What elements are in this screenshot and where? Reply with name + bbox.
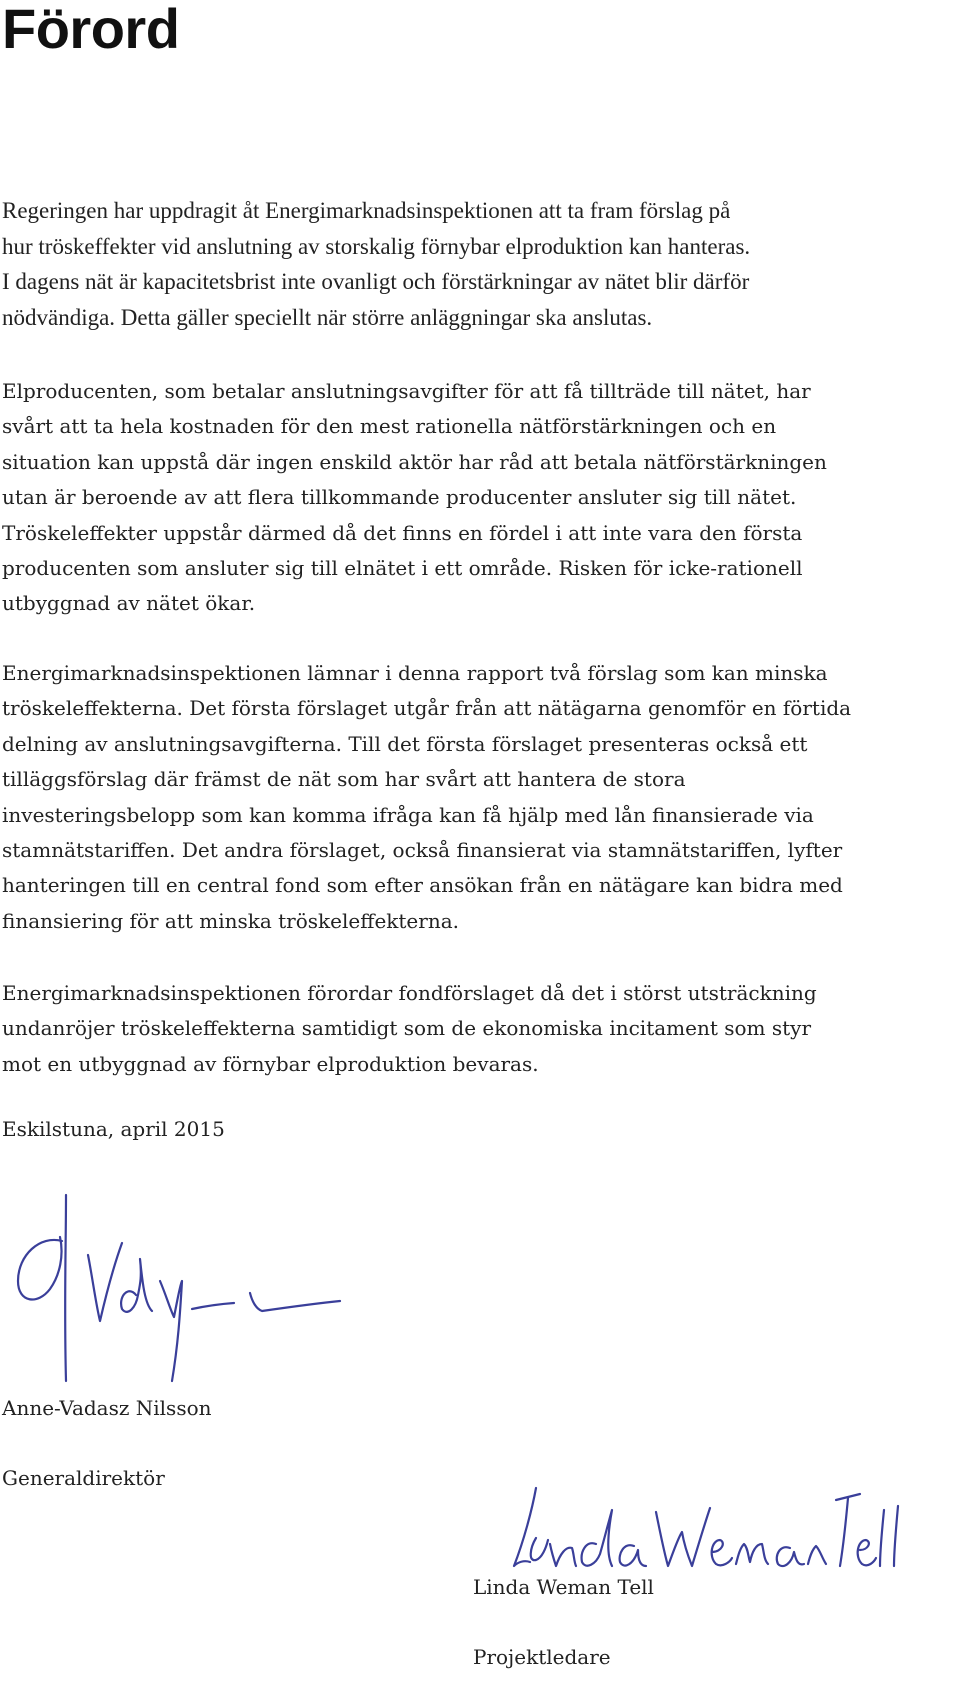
paragraph-line: undanröjer tröskeleffekterna samtidigt som de ekonomiska incitament som styr: [2, 1016, 812, 1041]
paragraph-forordar: [2, 976, 956, 1082]
signature-linda-weman-tell: [500, 1470, 910, 1580]
paragraph-line: hanteringen till en central fond som efter ansökan från en nätägare kan bidra med: [2, 873, 843, 898]
paragraph-line: producenten som ansluter sig till elnätet i ett område. Risken för icke-rationell: [2, 556, 803, 581]
paragraph-line: utbyggnad av nätet ökar.: [2, 591, 256, 616]
place-date: Eskilstuna, april 2015: [2, 1117, 225, 1141]
paragraph-forslag: [2, 656, 956, 939]
paragraph-line: Energimarknadsinspektionen förordar fondförslaget då det i störst utsträckning: [2, 981, 817, 1005]
intro-line: nödvändiga. Detta gäller speciellt när större anläggningar ska anslutas.: [2, 304, 653, 330]
signatory-name: Linda Weman Tell: [473, 1575, 654, 1599]
paragraph-line: svårt att ta hela kostnaden för den mest rationella nätförstärkningen och en: [2, 414, 777, 439]
signatory-title: Projektledare: [473, 1645, 611, 1669]
paragraph-line: stamnätstariffen. Det andra förslaget, också finansierat via stamnätstariffen, lyfter: [2, 838, 843, 863]
paragraph-line: situation kan uppstå där ingen enskild aktör har råd att betala nätförstärkningen: [2, 449, 827, 474]
intro-line: I dagens nät är kapacitetsbrist inte ovanligt och förstärkningar av nätet blir därför: [2, 269, 750, 294]
signatory-title: Generaldirektör: [2, 1466, 165, 1490]
page-title: Förord: [2, 0, 180, 60]
paragraph-line: Elproducenten, som betalar anslutningsavgifter för att få tillträde till nätet, har: [2, 379, 811, 403]
intro-line: hur tröskeffekter vid anslutning av storskalig förnybar elproduktion kan hanteras.: [2, 233, 751, 259]
paragraph-line: delning av anslutningsavgifterna. Till det första förslaget presenteras också ett: [2, 731, 808, 756]
paragraph-line: Energimarknadsinspektionen lämnar i denna rapport två förslag som kan minska: [2, 661, 828, 685]
paragraph-line: Tröskeleffekter uppstår därmed då det finns en fördel i att inte vara den första: [2, 520, 803, 545]
intro-paragraph: [2, 193, 956, 335]
paragraph-line: finansiering för att minska tröskeleffekterna.: [2, 908, 459, 933]
signatory-name: Anne-Vadasz Nilsson: [2, 1396, 212, 1420]
paragraph-line: investeringsbelopp som kan komma ifråga kan få hjälp med lån finansierade via: [2, 802, 814, 827]
paragraph-line: utan är beroende av att flera tillkommande producenter ansluter sig till nätet.: [2, 485, 797, 510]
signature-anne-vadasz-nilsson: [10, 1185, 350, 1385]
paragraph-line: mot en utbyggnad av förnybar elproduktion bevaras.: [2, 1051, 539, 1076]
paragraph-elproducenten: [2, 374, 956, 622]
intro-line: Regeringen har uppdragit åt Energimarknadsinspektionen att ta fram förslag på: [2, 198, 731, 223]
paragraph-line: tröskeleffekterna. Det första förslaget utgår från att nätägarna genomför en förtida: [2, 696, 852, 721]
paragraph-line: tilläggsförslag där främst de nät som har svårt att hantera de stora: [2, 767, 686, 792]
